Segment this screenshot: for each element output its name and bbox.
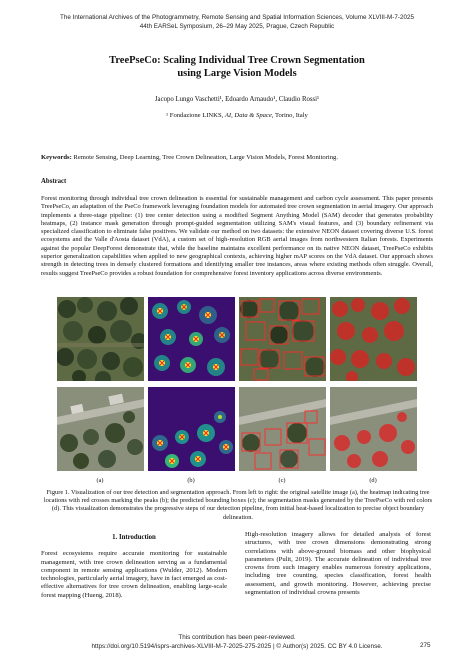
panel-c2-bounding-boxes bbox=[239, 387, 326, 471]
page-number: 275 bbox=[420, 642, 431, 649]
panel-label-a: (a) bbox=[96, 477, 104, 484]
intro-paragraph-left: Forest ecosystems require accurate monitoring for sustainable management, with tree crown delineation serving as a fundamental component in remote sensing applications (Wulder, 2012). Modern technologies, particularly aerial imagery, have in fact emerged as cost-effective alternatives for tree crown delineation, enabling large-scale forest mapping (Hueng, 2018). bbox=[41, 550, 228, 599]
page-footer bbox=[0, 633, 474, 651]
footer-doi-license: https://doi.org/10.5194/isprs-archives-XLVIII-M-7-2025-275-2025 | © Author(s) 2025. CC BY 4.0 License. bbox=[91, 643, 383, 650]
right-column bbox=[245, 531, 431, 597]
paper-title bbox=[0, 55, 474, 80]
affiliation bbox=[0, 112, 474, 119]
panel-label-c: (c) bbox=[278, 477, 286, 484]
figure-1 bbox=[57, 297, 417, 482]
journal-header-line1: The International Archives of the Photogrammetry, Remote Sensing and Spatial Information Sciences, Volume XLVIII-M-7-2025 bbox=[60, 14, 414, 21]
abstract-heading: Abstract bbox=[41, 178, 67, 185]
panel-a2-suburban-image bbox=[57, 387, 144, 471]
title-line1: TreePseCo: Scaling Individual Tree Crown Segmentation bbox=[109, 55, 365, 66]
journal-header bbox=[0, 13, 474, 31]
panel-d-segmentation-masks bbox=[330, 297, 417, 381]
authors: Jacopo Lungo Vaschetti¹, Edoardo Arnaudo¹, Claudio Rossi¹ bbox=[154, 96, 320, 103]
intro-paragraph-right: High-resolution imagery allows for detailed analysis of forest structures, with tree crown dimensions demonstrating strong correlations with above-ground biomass and other biophysical parameters (Pulit, 2019). The accurate delineation of individual tree crowns from such imagery enables numerous forestry applications, including tree counting, species classification, forest health assessment, and growth monitoring. However, achieving precise segmentation of individual crowns presents bbox=[245, 531, 431, 597]
section-heading-introduction: 1. Introduction bbox=[112, 534, 156, 541]
figure-caption: Figure 1. Visualization of our tree detection and segmentation approach. From left to right: the original satellite image (a), the heatmap indicating tree locations with red crosses marking the peaks (b); the predicted bounding boxes (c); the segmentation masks generated by the TreePseCo with red colors (d). This visualization demonstrates the progressive steps of our detection pipeline, from initial heat-based localization to precise object boundary delineation. bbox=[43, 489, 433, 521]
affiliation-prefix: ¹ Fondazione LINKS, bbox=[166, 112, 225, 119]
journal-header-line2: 44th EARSeL Symposium, 26–29 May 2025, Prague, Czech Republic bbox=[139, 23, 335, 30]
panel-b2-heatmap bbox=[148, 387, 235, 471]
left-column bbox=[41, 531, 227, 600]
affiliation-italic: AI, Data & Space bbox=[224, 112, 272, 119]
keywords-label: Keywords: bbox=[41, 154, 72, 161]
abstract-text: Forest monitoring through individual tree crown delineation is essential for sustainable management and carbon cycle assessment. This paper presents TreePseCo, an adaptation of the PseCo framework leveraging foundation models for automated tree crown segmentation in aerial imagery. Our approach implements a three-stage pipeline: (1) tree center detection using a modified Segment Anything Model (SAM) decoder that generates probability heatmaps, (2) instance mask generation through prompt-guided segmentation utilizing SAM's visual features, and (3) boundary refinement via specialized classification to eliminate false positives. We validate our method on two datasets: the extensive NEON dataset covering diverse U.S. forest ecosystems and the Valle d'Aosta dataset (VdA), a custom set of high-resolution RGB aerial images from northwestern Italian forests. Experiments against the popular DeepForest demonstrate that, while the baseline maintains excellent performance on its native NEON dataset, TreePseCo exhibits superior generalization capabilities when applied to new geographical contexts, achieving higher mAP scores on the VdA dataset. Our approach shows strength in detecting trees in densely clustered formations and identifying smaller tree instances, areas where existing methods often struggle. Overall, results suggest TreePseCo provides a robust foundation for comprehensive forest inventory applications across diverse environments. bbox=[41, 195, 433, 277]
keywords-text: Remote Sensing, Deep Learning, Tree Crown Delineation, Large Vision Models, Forest Monitoring. bbox=[71, 154, 338, 161]
panel-b-heatmap bbox=[148, 297, 235, 381]
panel-label-b: (b) bbox=[187, 477, 195, 484]
title-line2: using Large Vision Models bbox=[177, 67, 297, 79]
panel-c-bounding-boxes bbox=[239, 297, 326, 381]
panel-a-forest-image bbox=[57, 297, 144, 381]
affiliation-suffix: , Torino, Italy bbox=[271, 112, 308, 119]
panel-d2-segmentation-masks bbox=[330, 387, 417, 471]
panel-label-d: (d) bbox=[369, 477, 377, 484]
keywords bbox=[41, 153, 441, 162]
footer-peer-review: This contribution has been peer-reviewed. bbox=[178, 634, 296, 641]
